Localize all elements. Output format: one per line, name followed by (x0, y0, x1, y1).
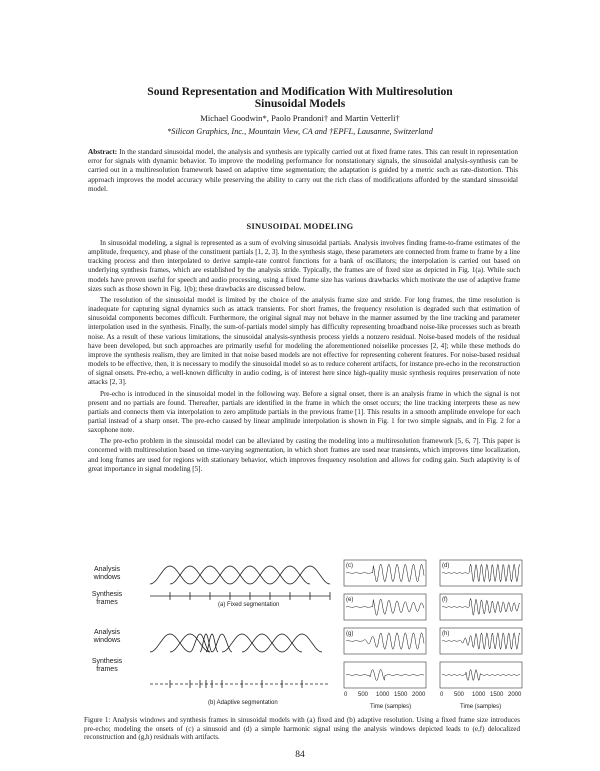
signal-trace (442, 670, 520, 681)
analysis-window (190, 566, 230, 584)
plot-panels (344, 560, 522, 698)
figure-caption: Figure 1: Analysis windows and synthesis frames in sinusoidal models with (a) fixed and (b) adaptive resolution. Using a fixed frame size introduces pre-echo; modeling the onsets of (c) a sinusoid and (d) a simple harmonic signal using the analysis windows depicted leads to (e,f) delocalized reconstruction and (g,h) residuals with artifacts. (84, 716, 520, 742)
signal-trace (346, 599, 424, 615)
fixed-analysis-windows (150, 566, 330, 584)
abstract (88, 148, 518, 194)
body-text (88, 239, 520, 474)
tick-label: 1500 (490, 692, 504, 698)
signal-trace (442, 564, 520, 582)
tick-label: 1000 (376, 692, 390, 698)
analysis-window (170, 634, 210, 652)
analysis-window (262, 634, 302, 652)
plot-frame (344, 628, 426, 654)
label-synthesis-frames-a: Synthesis frames (91, 591, 123, 606)
adaptive-synthesis-frames (150, 680, 330, 688)
panel-label: (h) (442, 631, 450, 637)
analysis-window (250, 566, 290, 584)
analysis-window (170, 566, 210, 584)
signal-trace (442, 598, 520, 615)
caption-fixed-segmentation: (a) Fixed segmentation (218, 602, 280, 608)
analysis-window (290, 566, 330, 584)
tick-label: 0 (344, 692, 348, 698)
adaptive-analysis-windows (150, 634, 322, 652)
abstract-label: Abstract: (88, 148, 118, 156)
paragraph: The resolution of the sinusoidal model is limited by the choice of the analysis frame size and stride. For long frames, the time resolution is inadequate for capturing signal dynamics such as attack transients. For short frames, the frequency resolution is degraded such that estimation of sinusoidal components becomes difficult. Furthermore, the original signal may not behave in the manner assumed by the line tracking and parameter interpolation used in the synthesis. Finally, the sum-of-partials model simply has difficulty representing broadband noise-like processes such as breath noise. As a result of these various limitations, the sinusoidal analysis-synthesis process yields a nonzero residual. Noise-based models of the residual have been developed, but such approaches are primarily useful for modeling the aforementioned noiselike processes [2, 4]; while these methods do improve the synthesis realism, they are limited in that noise based models are not effective for representing coherent features. For noise-based residual models to be effective, then, it is necessary to modify the sinusoidal model so as to reduce coherent artifacts, for instance pre-echo in the reconstruction of signal onsets. Pre-echo, a well-known difficulty in audio coding, is of interest here since high-quality music synthesis requires preservation of note attacks [2, 3]. (88, 295, 520, 387)
plot-frame (344, 594, 426, 620)
paragraph: In sinusoidal modeling, a signal is represented as a sum of evolving sinusoidal partials. Analysis involves finding frame-to-frame estimates of the amplitude, frequency, and phase of the constituent partials [1, 2, 3]. In the synthesis stage, these parameters are connected from frame to frame by a line tracking process and then interpolated to derive sample-rate control functions for a bank of oscillators; the interpolation is carried out based on underlying synthesis frames, which are established by the analysis stride. Typically, the frames are of fixed size as depicted in Fig. 1(a). While such models have proven useful for speech and audio processing, using a fixed frame size has various drawbacks which motivate the use of adaptive frame sizes such as those shown in Fig. 1(b); these drawbacks are discussed below. (88, 239, 520, 293)
analysis-window (230, 566, 270, 584)
paragraph: Pre-echo is introduced in the sinusoidal model in the following way. Before a signal onset, there is an analysis frame in which the signal is not present and no partials are found. Thereafter, partials are identified in the frame in which the onset occurs; the line tracking interprets these as new partials and connects them via interpolation to zero amplitude partials in the previous frame [1]. This results in a smooth amplitude envelope for each partial instead of a sharp onset. The pre-echo caused by linear amplitude interpolation is shown in Fig. 1 for two simple signals, and in Fig. 2 for a saxophone note. (88, 389, 520, 435)
panel-label: (e) (346, 597, 354, 603)
fixed-synthesis-frames (150, 592, 330, 600)
paper-title-line-2: Sinusoidal Models (254, 97, 346, 110)
panel-label: (d) (442, 563, 450, 569)
tick-label: 2000 (412, 692, 426, 698)
signal-plots (340, 558, 530, 708)
analysis-window (150, 566, 190, 584)
caption-adaptive-segmentation: (b) Adaptive segmentation (208, 700, 278, 706)
tick-label: 500 (358, 692, 369, 698)
analysis-window (210, 566, 250, 584)
axis-label-time-right: Time (samples) (460, 704, 502, 710)
tick-label: 0 (440, 692, 444, 698)
window-diagram (140, 560, 340, 710)
panel-label: (f) (442, 597, 448, 603)
analysis-window (282, 634, 322, 652)
tick-label: 1500 (394, 692, 408, 698)
authors: Michael Goodwin*, Paolo Prandoni† and Martin Vetterli† (200, 113, 400, 123)
analysis-window (270, 566, 310, 584)
label-analysis-windows-b: Analysis windows (93, 629, 121, 644)
label-analysis-windows-a: Analysis windows (93, 566, 121, 581)
signal-trace (442, 633, 520, 649)
signal-trace (346, 633, 424, 649)
analysis-window (242, 634, 282, 652)
analysis-window (222, 634, 262, 652)
page-number: 84 (295, 750, 305, 760)
abstract-text: In the standard sinusoidal model, the analysis and synthesis are typically carried out at fixed frame rates. This can result in representation error for signals with dynamic behavior. To improve the modeling performance for nonstationary signals, the sinusoidal analysis-synthesis can be carried out in a multiresolution framework based on adaptive time segmentation; the adaptation is guided by a metric such as rate-distortion. This approach improves the model accuracy while preserving the ability to carry out the rich class of modifications afforded by the standard sinusoidal model. (88, 148, 519, 193)
plot-frame (344, 560, 426, 586)
signal-trace (346, 564, 424, 582)
plot-frame (344, 662, 426, 688)
section-heading: SINUSOIDAL MODELING (246, 222, 354, 231)
label-synthesis-frames-b: Synthesis frames (91, 658, 123, 673)
tick-label: 500 (454, 692, 465, 698)
tick-label: 2000 (508, 692, 522, 698)
signal-trace (346, 670, 424, 681)
panel-label: (g) (346, 631, 354, 637)
axis-label-time-left: Time (samples) (370, 704, 412, 710)
paper-title-line-1: Sound Representation and Modification With Multiresolution (147, 85, 453, 98)
panel-label: (c) (346, 563, 353, 569)
analysis-window (150, 634, 190, 652)
affiliations: *Silicon Graphics, Inc., Mountain View, CA and †EPFL, Lausanne, Switzerland (167, 127, 433, 136)
paragraph: The pre-echo problem in the sinusoidal model can be alleviated by casting the modeling into a multiresolution framework [5, 6, 7]. This paper is concerned with multiresolution based on time-varying segmentation, in which short frames are used near transients, which improves time localization, and long frames are used for regions with stationary behavior, which improves frequency resolution and allows for coding gain. Such adaptivity is of great importance in signal modeling [5]. (88, 437, 520, 473)
tick-label: 1000 (472, 692, 486, 698)
